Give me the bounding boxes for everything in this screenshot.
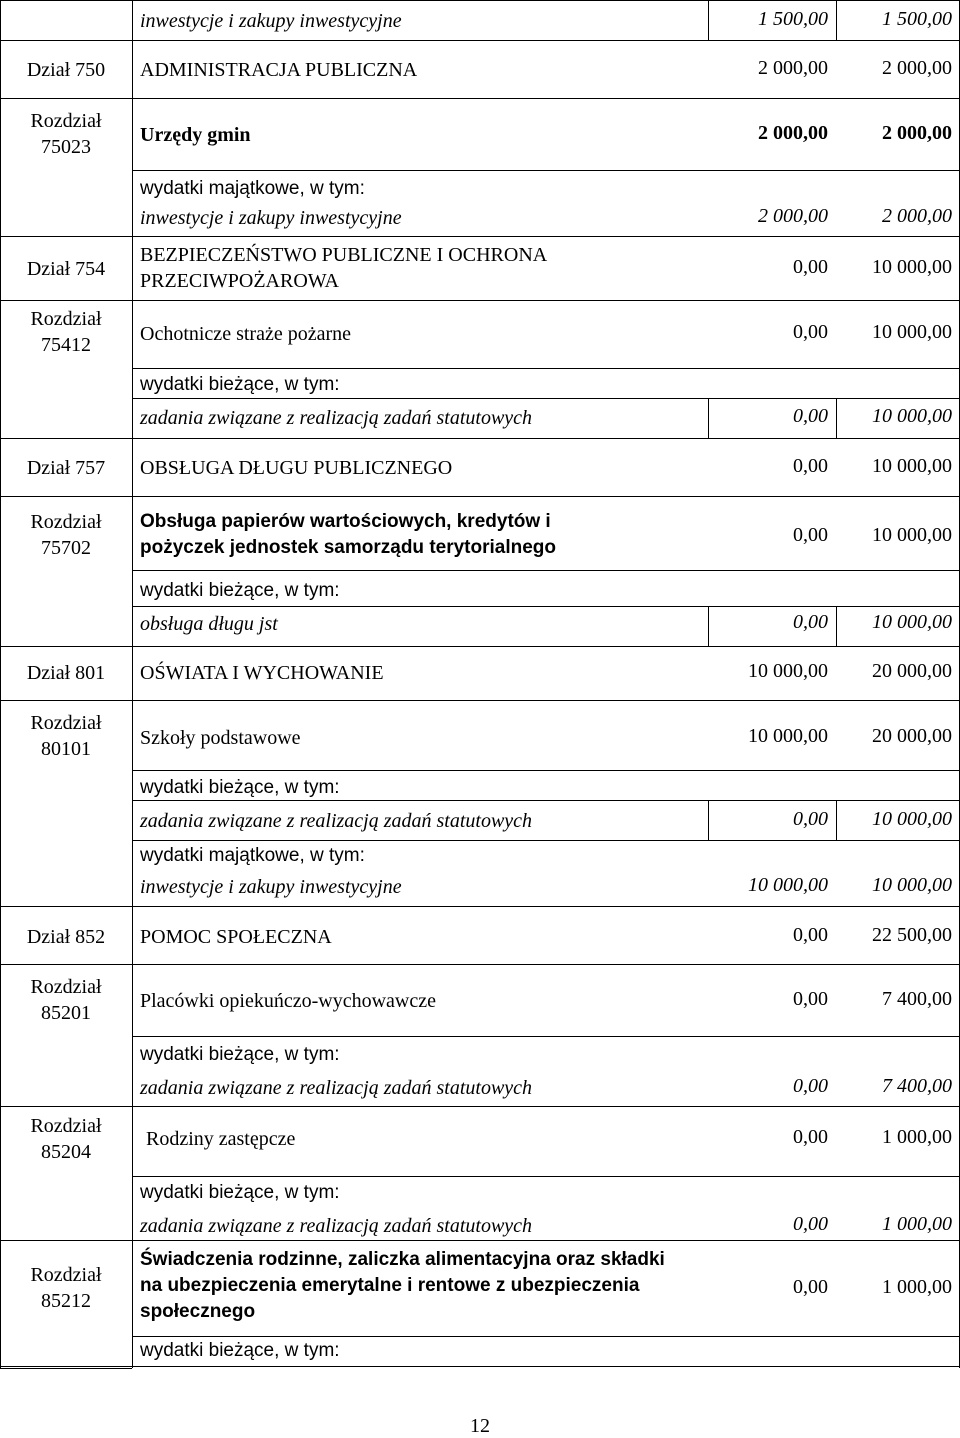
row-value-1: 2 000,00 bbox=[758, 57, 828, 79]
row-divider bbox=[0, 496, 960, 497]
row-divider bbox=[132, 398, 960, 399]
chapter-label: Rozdział 80101 bbox=[30, 712, 102, 760]
row-value-2: 2 000,00 bbox=[882, 122, 952, 144]
row-value-2: 1 000,00 bbox=[882, 1213, 952, 1235]
row-divider bbox=[0, 1368, 132, 1369]
row-value-1: 0,00 bbox=[793, 256, 828, 278]
row-description: wydatki majątkowe, w tym: bbox=[140, 178, 365, 199]
row-description: inwestycje i zakupy inwestycyjne bbox=[140, 207, 402, 229]
row-description: zadania związane z realizacją zadań statutowych bbox=[140, 1077, 533, 1099]
chapter-title: Placówki opiekuńczo-wychowawcze bbox=[140, 990, 436, 1012]
row-value-2: 7 400,00 bbox=[882, 988, 952, 1010]
chapter-title: Urzędy gmin bbox=[140, 124, 251, 146]
chapter-label: Rozdział 75702 bbox=[30, 511, 102, 559]
chapter-title: Szkoły podstawowe bbox=[140, 727, 301, 749]
row-divider bbox=[0, 646, 960, 647]
section-label: Dział 750 bbox=[26, 59, 106, 81]
row-divider bbox=[132, 606, 960, 607]
row-value-2: 1 500,00 bbox=[882, 8, 952, 30]
row-divider bbox=[132, 368, 960, 369]
row-value-2: 22 500,00 bbox=[872, 924, 952, 946]
row-value-2: 10 000,00 bbox=[872, 874, 952, 896]
row-value-2: 10 000,00 bbox=[872, 405, 952, 427]
row-value-2: 10 000,00 bbox=[872, 808, 952, 830]
table-border bbox=[0, 0, 960, 1]
row-value-1: 0,00 bbox=[793, 1075, 828, 1097]
chapter-label: Rozdział 85204 bbox=[30, 1115, 102, 1163]
row-divider bbox=[0, 1240, 960, 1241]
row-value-2: 20 000,00 bbox=[872, 725, 952, 747]
section-label: Dział 852 bbox=[26, 926, 106, 948]
row-value-1: 0,00 bbox=[793, 808, 828, 830]
row-description: zadania związane z realizacją zadań statutowych bbox=[140, 407, 533, 429]
row-value-1: 0,00 bbox=[793, 524, 828, 546]
row-value-2: 20 000,00 bbox=[872, 660, 952, 682]
row-value-1: 0,00 bbox=[793, 1276, 828, 1298]
row-divider bbox=[132, 770, 960, 771]
chapter-label: Rozdział 85201 bbox=[30, 976, 102, 1024]
row-value-1: 0,00 bbox=[793, 321, 828, 343]
column-divider bbox=[132, 0, 133, 1368]
page-number: 12 bbox=[470, 1415, 490, 1437]
row-value-2: 2 000,00 bbox=[882, 205, 952, 227]
row-description: wydatki bieżące, w tym: bbox=[140, 777, 340, 798]
section-title: POMOC SPOŁECZNA bbox=[140, 926, 332, 948]
row-divider bbox=[132, 170, 960, 171]
row-value-1: 2 000,00 bbox=[758, 122, 828, 144]
row-divider bbox=[0, 964, 960, 965]
row-value-1: 0,00 bbox=[793, 455, 828, 477]
row-divider bbox=[132, 570, 960, 571]
row-divider bbox=[0, 438, 960, 439]
row-value-1: 10 000,00 bbox=[748, 874, 828, 896]
section-title: OŚWIATA I WYCHOWANIE bbox=[140, 662, 384, 684]
chapter-title: Ochotnicze straże pożarne bbox=[140, 323, 351, 345]
row-divider bbox=[0, 98, 960, 99]
row-description: wydatki bieżące, w tym: bbox=[140, 374, 340, 395]
row-value-1: 10 000,00 bbox=[748, 660, 828, 682]
section-title: BEZPIECZEŃSTWO PUBLICZNE I OCHRONA PRZECIWPOŻAROWA bbox=[140, 244, 547, 292]
section-title: ADMINISTRACJA PUBLICZNA bbox=[140, 59, 418, 81]
row-divider bbox=[0, 700, 960, 701]
row-value-2: 7 400,00 bbox=[882, 1075, 952, 1097]
row-value-1: 0,00 bbox=[793, 405, 828, 427]
row-description: zadania związane z realizacją zadań statutowych bbox=[140, 810, 533, 832]
row-description: wydatki bieżące, w tym: bbox=[140, 1182, 340, 1203]
row-value-2: 2 000,00 bbox=[882, 57, 952, 79]
row-description: wydatki bieżące, w tym: bbox=[140, 580, 340, 601]
row-value-2: 1 000,00 bbox=[882, 1126, 952, 1148]
row-value-2: 10 000,00 bbox=[872, 455, 952, 477]
row-value-2: 10 000,00 bbox=[872, 524, 952, 546]
chapter-label: Rozdział 75412 bbox=[30, 308, 102, 356]
row-description: inwestycje i zakupy inwestycyjne bbox=[140, 10, 402, 32]
chapter-label: Rozdział 75023 bbox=[30, 110, 102, 158]
row-divider bbox=[0, 40, 960, 41]
row-value-1: 0,00 bbox=[793, 1213, 828, 1235]
row-divider bbox=[0, 300, 960, 301]
row-description: wydatki bieżące, w tym: bbox=[140, 1044, 340, 1065]
section-label: Dział 757 bbox=[26, 457, 106, 479]
row-divider bbox=[132, 1176, 960, 1177]
row-divider bbox=[132, 1036, 960, 1037]
chapter-title: Rodziny zastępcze bbox=[146, 1128, 296, 1150]
row-description: zadania związane z realizacją zadań statutowych bbox=[140, 1215, 533, 1237]
row-description: obsługa długu jst bbox=[140, 613, 278, 635]
row-description: wydatki majątkowe, w tym: bbox=[140, 845, 365, 866]
row-value-1: 0,00 bbox=[793, 1126, 828, 1148]
row-value-1: 1 500,00 bbox=[758, 8, 828, 30]
row-value-2: 1 000,00 bbox=[882, 1276, 952, 1298]
row-value-1: 0,00 bbox=[793, 611, 828, 633]
chapter-title: Świadczenia rodzinne, zaliczka alimentacyjna oraz składki na ubezpieczenia emerytalne i rentowe z ubezpieczenia społecznego bbox=[140, 1249, 665, 1322]
row-divider bbox=[0, 906, 960, 907]
row-divider bbox=[0, 1106, 960, 1107]
row-value-1: 0,00 bbox=[793, 988, 828, 1010]
row-description: inwestycje i zakupy inwestycyjne bbox=[140, 876, 402, 898]
row-value-2: 10 000,00 bbox=[872, 321, 952, 343]
row-divider bbox=[132, 840, 960, 841]
table-bottom-border bbox=[0, 1366, 960, 1367]
section-title: OBSŁUGA DŁUGU PUBLICZNEGO bbox=[140, 457, 453, 479]
section-label: Dział 801 bbox=[26, 662, 106, 684]
row-divider bbox=[0, 236, 960, 237]
row-value-2: 10 000,00 bbox=[872, 611, 952, 633]
row-value-2: 10 000,00 bbox=[872, 256, 952, 278]
chapter-label: Rozdział 85212 bbox=[30, 1264, 102, 1312]
row-value-1: 2 000,00 bbox=[758, 205, 828, 227]
row-value-1: 10 000,00 bbox=[748, 725, 828, 747]
section-label: Dział 754 bbox=[26, 258, 106, 280]
row-divider bbox=[132, 1336, 960, 1337]
chapter-title: Obsługa papierów wartościowych, kredytów i pożyczek jednostek samorządu terytorialnego bbox=[140, 511, 557, 558]
row-value-1: 0,00 bbox=[793, 924, 828, 946]
row-description: wydatki bieżące, w tym: bbox=[140, 1340, 340, 1361]
